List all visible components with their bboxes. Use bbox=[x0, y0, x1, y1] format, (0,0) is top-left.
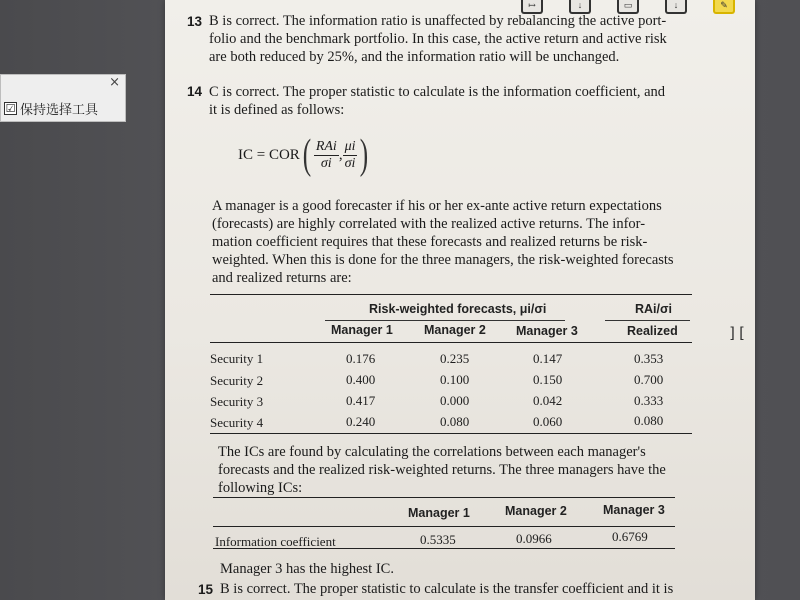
table2-header-rule bbox=[213, 526, 675, 527]
right-paren: ) bbox=[360, 132, 369, 178]
conclusion-text: Manager 3 has the highest IC. bbox=[220, 561, 394, 577]
item-15-text: B is correct. The proper statistic to calculate is the transfer coefficient and it is bbox=[220, 581, 674, 597]
table2-bottom-rule bbox=[213, 548, 675, 549]
fraction-denominator: σi bbox=[344, 155, 356, 171]
item-14-text bbox=[209, 83, 665, 119]
formula-separator: , bbox=[338, 146, 343, 163]
item-14-number: 14 bbox=[187, 84, 203, 99]
table1-row-label: Security 2 bbox=[210, 373, 264, 388]
document-page bbox=[165, 0, 755, 600]
table2-col-manager2: Manager 2 bbox=[505, 504, 567, 518]
paragraph-line: The ICs are found by calculating the correlations between each manager's bbox=[218, 444, 646, 460]
paragraph-line: and realized returns are: bbox=[212, 270, 352, 286]
left-paren: ( bbox=[302, 132, 312, 178]
fraction-numerator: RAi bbox=[315, 138, 337, 154]
keep-selection-tool-option[interactable] bbox=[4, 99, 98, 118]
table1-bottom-rule bbox=[210, 433, 692, 434]
keep-selection-tool-panel bbox=[0, 74, 126, 122]
table1-col-realized: Realized bbox=[627, 324, 678, 338]
item-14-line: C is correct. The proper statistic to calculate is the information coefficient, and bbox=[209, 84, 666, 100]
table1-cell: 0.333 bbox=[634, 393, 664, 408]
download-icon[interactable]: ↓ bbox=[569, 0, 591, 14]
table1-col-manager3: Manager 3 bbox=[516, 324, 578, 338]
item-14-line: it is defined as follows: bbox=[209, 102, 345, 118]
paragraph-line: A manager is a good forecaster if his or her ex-ante active return expectations bbox=[212, 198, 662, 214]
paragraph-line: (forecasts) are highly correlated with the realized active returns. The infor- bbox=[212, 216, 646, 232]
table1-group-rule bbox=[325, 320, 565, 321]
fraction-realized bbox=[314, 139, 339, 172]
table1-group-header: Risk-weighted forecasts, μi/σi bbox=[369, 302, 547, 316]
comment-icon[interactable]: ↓ bbox=[665, 0, 687, 14]
table1-cell: 0.353 bbox=[634, 351, 664, 366]
paragraph-ics bbox=[218, 443, 666, 497]
table2-row-label: Information coefficient bbox=[215, 534, 336, 549]
paragraph-line: weighted. When this is done for the three managers, the risk-weighted forecasts bbox=[212, 252, 674, 268]
share-icon[interactable]: ↦ bbox=[521, 0, 543, 14]
item-13-line: B is correct. The information ratio is unaffected by rebalancing the active port- bbox=[209, 13, 667, 29]
fraction-forecast bbox=[343, 139, 358, 172]
table1-col-manager2: Manager 2 bbox=[424, 323, 486, 337]
formula-lhs: IC = COR bbox=[238, 146, 300, 163]
checkbox-label: 保持选择工具 bbox=[20, 103, 99, 118]
table1-cell: 0.400 bbox=[346, 372, 376, 387]
table1-cell: 0.235 bbox=[440, 351, 470, 366]
save-icon[interactable]: ▭ bbox=[617, 0, 639, 14]
fraction-denominator: σi bbox=[320, 155, 332, 171]
table1-cell: 0.176 bbox=[346, 351, 376, 366]
ic-formula bbox=[238, 134, 371, 176]
table2-cell: 0.5335 bbox=[420, 532, 456, 547]
text-cursor-icon: ][ bbox=[728, 324, 747, 342]
table1-row-label: Security 3 bbox=[210, 394, 264, 409]
table1-cell: 0.147 bbox=[533, 351, 563, 366]
paragraph-forecaster bbox=[212, 197, 674, 287]
table2-cell: 0.6769 bbox=[612, 529, 648, 544]
item-13-number: 13 bbox=[187, 14, 203, 29]
table1-cell: 0.080 bbox=[440, 414, 470, 429]
table1-cell: 0.100 bbox=[440, 372, 470, 387]
item-13-line: folio and the benchmark portfolio. In this case, the active return and active risk bbox=[209, 31, 667, 47]
table1-header-rule bbox=[210, 342, 692, 343]
checkbox[interactable]: ☑ bbox=[5, 102, 16, 115]
table2-top-rule bbox=[213, 497, 675, 498]
table1-cell: 0.000 bbox=[440, 393, 470, 408]
table2-col-manager3: Manager 3 bbox=[603, 503, 665, 517]
table2-col-manager1: Manager 1 bbox=[408, 506, 470, 520]
table1-cell: 0.080 bbox=[634, 413, 664, 428]
table1-cell: 0.240 bbox=[346, 414, 376, 429]
table1-row-label: Security 4 bbox=[210, 415, 264, 430]
close-icon[interactable]: × bbox=[109, 75, 120, 90]
table2-cell: 0.0966 bbox=[516, 531, 552, 546]
table1-cell: 0.042 bbox=[533, 393, 563, 408]
document-content bbox=[165, 0, 755, 600]
table1-cell: 0.700 bbox=[634, 372, 664, 387]
item-13-text bbox=[209, 12, 667, 66]
table1-cell: 0.417 bbox=[346, 393, 376, 408]
item-13-line: are both reduced by 25%, and the information ratio will be unchanged. bbox=[209, 49, 620, 65]
paragraph-line: mation coefficient requires that these forecasts and realized returns be risk- bbox=[212, 234, 648, 250]
table1-realized-group-header: RAi/σi bbox=[635, 302, 673, 316]
paragraph-line: following ICs: bbox=[218, 480, 303, 496]
table1-col-manager1: Manager 1 bbox=[331, 323, 393, 337]
paragraph-line: forecasts and the realized risk-weighted returns. The three managers have the bbox=[218, 462, 666, 478]
highlight-pen-icon[interactable]: ✎ bbox=[713, 0, 735, 14]
item-15-number: 15 bbox=[198, 582, 214, 597]
table1-cell: 0.150 bbox=[533, 372, 563, 387]
table1-top-rule bbox=[210, 294, 692, 295]
table1-realized-rule bbox=[605, 320, 690, 321]
table1-cell: 0.060 bbox=[533, 414, 563, 429]
table1-row-label: Security 1 bbox=[210, 351, 264, 366]
fraction-numerator: μi bbox=[344, 138, 356, 154]
